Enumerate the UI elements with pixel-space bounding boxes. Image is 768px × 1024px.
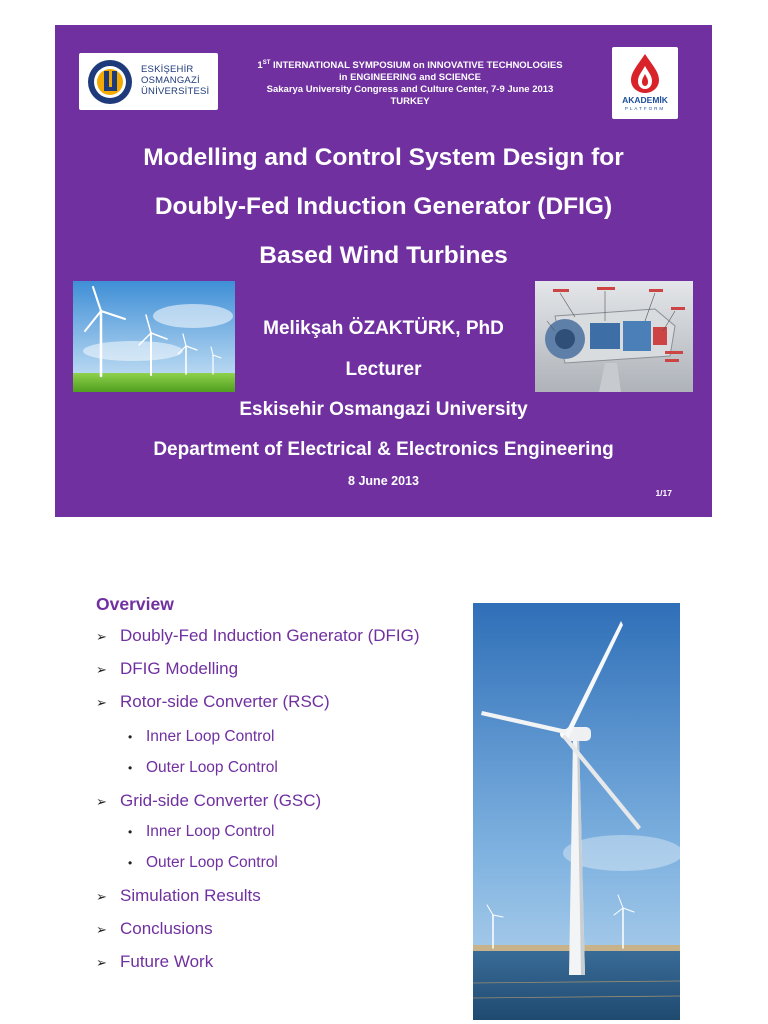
list-item bbox=[96, 952, 213, 972]
title-line: Doubly-Fed Induction Generator (DFIG) bbox=[154, 193, 613, 220]
symposium-header bbox=[225, 57, 595, 108]
university-name: Eskisehir Osmangazi University bbox=[239, 399, 528, 420]
akademik-logo-subtitle: PLATFORM bbox=[624, 106, 666, 111]
symposium-line-4: TURKEY bbox=[390, 96, 430, 108]
dot-bullet-icon: • bbox=[128, 856, 133, 870]
symposium-line-2: in ENGINEERING and SCIENCE bbox=[339, 72, 481, 84]
logo-text-line: OSMANGAZİ bbox=[141, 75, 200, 86]
presentation-title bbox=[55, 133, 712, 280]
wind-turbine-photo bbox=[473, 603, 680, 1020]
list-item bbox=[96, 659, 238, 679]
list-subitem bbox=[128, 823, 274, 841]
logo-text-line: ESKİŞEHİR bbox=[141, 64, 194, 75]
overview-heading: Overview bbox=[96, 594, 174, 614]
list-subitem bbox=[128, 759, 278, 777]
arrow-bullet-icon: ➢ bbox=[96, 889, 107, 904]
esogu-logo bbox=[79, 53, 218, 110]
akademik-logo-name: AKADEMİK bbox=[622, 95, 668, 105]
symposium-ordinal-suffix: ST bbox=[262, 60, 271, 66]
list-item-text: Grid-side Converter (GSC) bbox=[120, 791, 322, 810]
akademik-platform-logo bbox=[612, 47, 678, 119]
list-item-text: DFIG Modelling bbox=[120, 659, 239, 678]
list-item-text: Conclusions bbox=[120, 919, 213, 938]
arrow-bullet-icon: ➢ bbox=[96, 662, 107, 677]
list-subitem-text: Outer Loop Control bbox=[146, 854, 278, 871]
symposium-line-1: INTERNATIONAL SYMPOSIUM on INNOVATIVE TECHNOLOGIES bbox=[270, 60, 563, 72]
presentation-date: 8 June 2013 bbox=[348, 474, 419, 488]
symposium-line-3: Sakarya University Congress and Culture Center, 7-9 June 2013 bbox=[266, 84, 554, 96]
arrow-bullet-icon: ➢ bbox=[96, 922, 107, 937]
author-name: Melikşah ÖZAKTÜRK, PhD bbox=[263, 318, 504, 339]
list-subitem-text: Inner Loop Control bbox=[146, 823, 275, 840]
list-subitem bbox=[128, 728, 274, 746]
list-item bbox=[96, 626, 420, 646]
list-item-text: Simulation Results bbox=[120, 886, 261, 905]
title-slide bbox=[55, 25, 712, 517]
dot-bullet-icon: • bbox=[128, 730, 133, 744]
list-item-text: Future Work bbox=[120, 952, 214, 971]
logo-text-line: ÜNİVERSİTESİ bbox=[141, 86, 210, 97]
list-item bbox=[96, 692, 330, 712]
page-number: 1/17 bbox=[655, 488, 672, 498]
author-role: Lecturer bbox=[345, 359, 422, 380]
list-subitem-text: Inner Loop Control bbox=[146, 728, 275, 745]
dot-bullet-icon: • bbox=[128, 825, 133, 839]
title-line: Modelling and Control System Design for bbox=[143, 144, 624, 171]
list-item bbox=[96, 919, 213, 939]
title-line: Based Wind Turbines bbox=[259, 242, 508, 269]
arrow-bullet-icon: ➢ bbox=[96, 629, 107, 644]
list-item-text: Rotor-side Converter (RSC) bbox=[120, 692, 330, 711]
arrow-bullet-icon: ➢ bbox=[96, 794, 107, 809]
list-item bbox=[96, 791, 321, 811]
list-subitem bbox=[128, 854, 278, 872]
arrow-bullet-icon: ➢ bbox=[96, 955, 107, 970]
list-item-text: Doubly-Fed Induction Generator (DFIG) bbox=[120, 626, 420, 645]
esogu-emblem-icon bbox=[85, 57, 135, 107]
flame-drop-icon bbox=[629, 52, 661, 94]
dot-bullet-icon: • bbox=[128, 761, 133, 775]
department-name: Department of Electrical & Electronics Engineering bbox=[153, 439, 614, 460]
symposium-ordinal: 1 bbox=[257, 60, 263, 72]
list-subitem-text: Outer Loop Control bbox=[146, 759, 278, 776]
list-item bbox=[96, 886, 261, 906]
arrow-bullet-icon: ➢ bbox=[96, 695, 107, 710]
